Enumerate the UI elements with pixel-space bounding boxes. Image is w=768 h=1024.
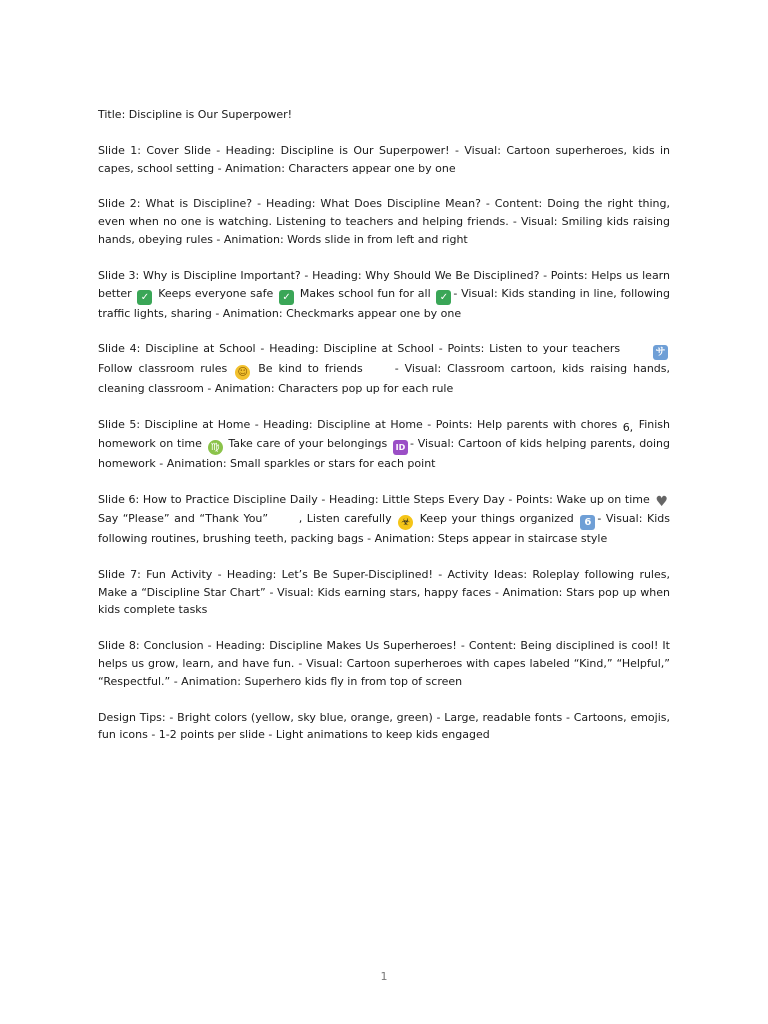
slide-6-part-e: - Visual: Kids following routines, brushing teeth, packing bags - Animation: Steps appear in staircase style [98,511,670,545]
grey-heart-icon: ♥ [655,493,669,510]
slide-5-part-d: - Visual: Cartoon of kids helping parents, doing homework - Animation: Small sparkles or stars for each point [98,437,671,471]
design-tips-text: Design Tips: - Bright colors (yellow, sky blue, orange, green) - Large, readable fonts - Cartoons, emojis, fun icons - 1-2 points per slide - Light animations to keep kids engaged [98,710,670,742]
slide-2-text: Slide 2: What is Discipline? - Heading: What Does Discipline Mean? - Content: Doing the right thing, even when no one is watching. Listening to teachers and helping friends. - Visual: Smiling kids raising hands, obeying rules - Animation: Words slide in from left and right [98,197,670,246]
slide-3-part-d: - Visual: Kids standing in line, following traffic lights, sharing - Animation: Checkmarks appear one by one [98,286,671,320]
slide-5-part-a: Slide 5: Discipline at Home - Heading: Discipline at Home - Points: Help parents with chores [98,418,618,432]
biohazard-icon: ☣ [398,515,413,530]
title-line: Title: Discipline is Our Superpower! [98,108,293,121]
page-number: 1 [380,970,388,983]
keycap-six-icon: 6 [580,515,595,530]
slide-4-text [98,340,670,398]
slide-3-part-a: Slide 3: Why is Discipline Important? - Heading: Why Should We Be Disciplined? - Points: Helps us learn better [98,268,670,300]
slide-8-text: Slide 8: Conclusion - Heading: Discipline Makes Us Superheroes! - Content: Being disciplined is cool! It helps us grow, learn, and have fun. - Visual: Cartoon superheroes with capes labeled “Kind,” “Helpful,” “Respectful.” - Animation: Superhero kids fly in from top of screen [98,639,670,688]
slide-6-text [98,491,670,548]
slide-4-part-d: - Visual: Classroom cartoon, kids raising hands, cleaning classroom - Animation: Characters pop up for each rule [98,362,671,396]
check-mark-icon: ✓ [436,290,451,305]
slide-5-part-b: Finish homework on time [98,418,671,451]
slide-6-part-a: Slide 6: How to Practice Discipline Daily - Heading: Little Steps Every Day - Points: Wake up on time [98,492,650,506]
slide-5-text [98,416,670,473]
virgo-icon: ♍ [208,440,223,455]
check-mark-icon: ✓ [137,290,152,305]
document-body [98,106,670,762]
id-button-icon: ID [393,440,408,455]
slide-3-part-c: Makes school fun for all [299,286,431,300]
slide-6-part-b: Say “Please” and “Thank You” [98,511,269,525]
katakana-sa-icon: サ [653,345,668,360]
slide-6-part-c: , Listen carefully [298,511,392,525]
slide-4-part-b: Follow classroom rules [98,362,228,376]
slide-5-part-c: Take care of your belongings [228,437,388,451]
slide-6-part-d: Keep your things organized [419,511,574,525]
slide-7-text: Slide 7: Fun Activity - Heading: Let’s Be Super-Disciplined! - Activity Ideas: Roleplay following rules, Make a “Discipline Star Chart” - Visual: Kids earning stars, happy faces - Animation: Stars pop up when kids complete tasks [98,567,670,617]
slide-4-part-a: Slide 4: Discipline at School - Heading: Discipline at School - Points: Listen to your teachers [98,342,621,356]
slide-4-part-c: Be kind to friends [258,362,363,376]
check-mark-icon: ✓ [279,290,294,305]
six-glyph: 6, [622,421,634,435]
slide-3-part-b: Keeps everyone safe [158,286,274,300]
slide-3-text [98,267,670,323]
smiley-icon: ☺ [235,365,250,380]
slide-1-text: Slide 1: Cover Slide - Heading: Discipline is Our Superpower! - Visual: Cartoon superheroes, kids in capes, school setting - Animation: Characters appear one by one [98,143,670,175]
